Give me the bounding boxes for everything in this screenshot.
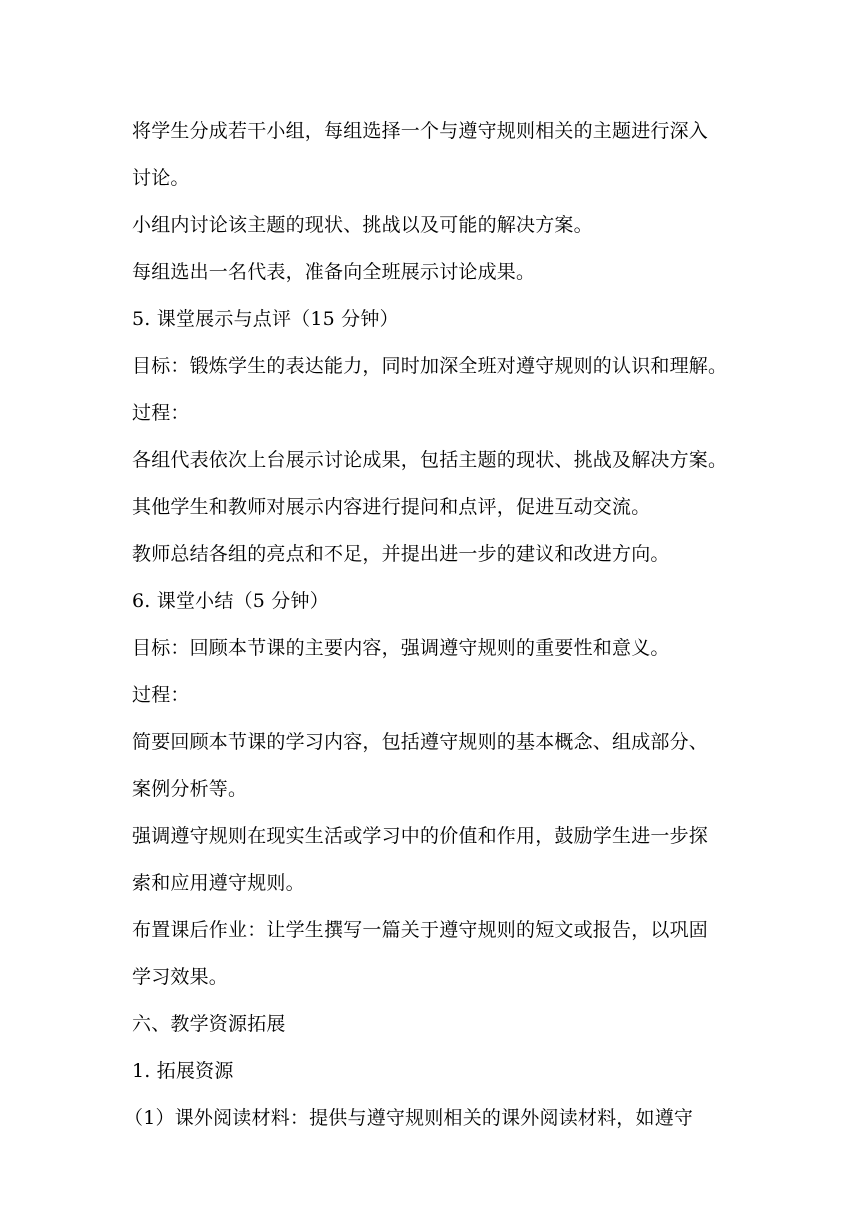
- paragraph-line: 案例分析等。: [132, 778, 248, 800]
- paragraph-line: 小组内讨论该主题的现状、挑战以及可能的解决方案。: [132, 214, 593, 236]
- paragraph-line: 教师总结各组的亮点和不足，并提出进一步的建议和改进方向。: [132, 543, 670, 565]
- paragraph-line: 强调遵守规则在现实生活或学习中的价值和作用，鼓励学生进一步探: [132, 825, 709, 847]
- paragraph-line: 学习效果。: [132, 966, 229, 988]
- paragraph-line: 布置课后作业：让学生撰写一篇关于遵守规则的短文或报告，以巩固: [132, 919, 709, 941]
- document-page: [124, 108, 732, 1142]
- process-label: 过程：: [132, 402, 190, 424]
- paragraph-line: 讨论。: [132, 167, 190, 189]
- chapter-heading: 六、教学资源拓展: [132, 1013, 286, 1035]
- paragraph-line: 各组代表依次上台展示讨论成果，包括主题的现状、挑战及解决方案。: [132, 449, 728, 471]
- paragraph-line: 将学生分成若干小组，每组选择一个与遵守规则相关的主题进行深入: [132, 120, 709, 142]
- paragraph-line: 目标：锻炼学生的表达能力，同时加深全班对遵守规则的认识和理解。: [132, 355, 728, 377]
- process-label: 过程：: [132, 684, 190, 706]
- paragraph-line: 每组选出一名代表，准备向全班展示讨论成果。: [132, 261, 536, 283]
- section-heading: 6. 课堂小结（5 分钟）: [132, 590, 329, 612]
- paragraph-line: 目标：回顾本节课的主要内容，强调遵守规则的重要性和意义。: [132, 637, 670, 659]
- section-heading: 1. 拓展资源: [132, 1060, 234, 1082]
- list-item: （1）课外阅读材料：提供与遵守规则相关的课外阅读材料，如遵守: [124, 1107, 694, 1129]
- paragraph-line: 其他学生和教师对展示内容进行提问和点评，促进互动交流。: [132, 496, 651, 518]
- paragraph-line: 简要回顾本节课的学习内容，包括遵守规则的基本概念、组成部分、: [132, 731, 709, 753]
- section-heading: 5. 课堂展示与点评（15 分钟）: [132, 308, 399, 330]
- paragraph-line: 索和应用遵守规则。: [132, 872, 305, 894]
